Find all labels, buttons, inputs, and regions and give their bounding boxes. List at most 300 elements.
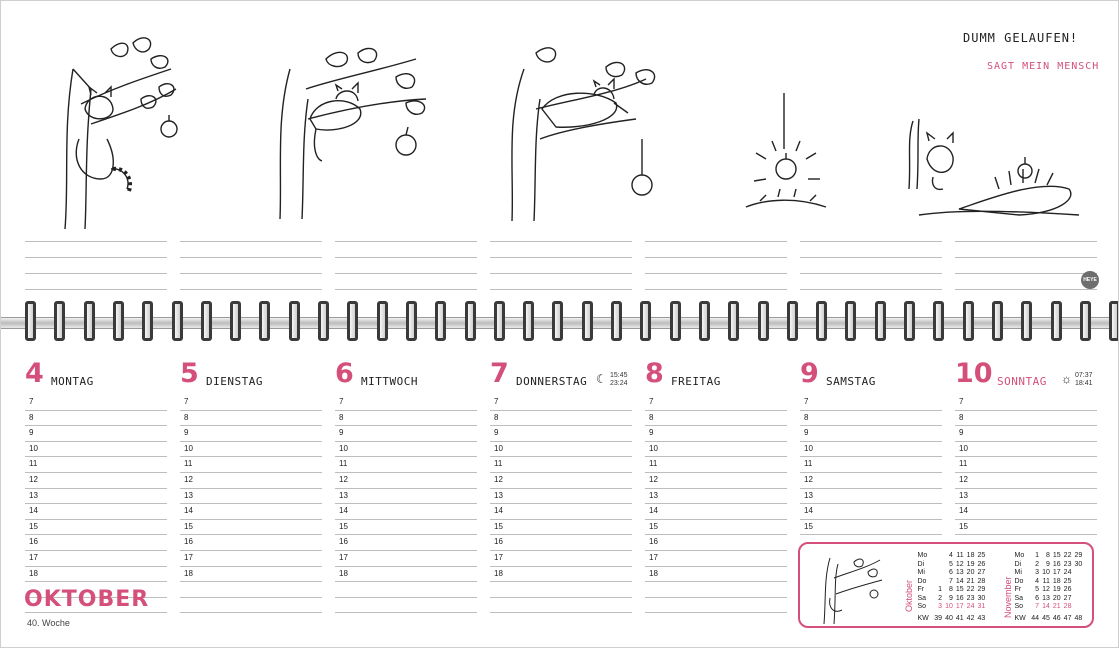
hour-row[interactable] xyxy=(955,504,1097,520)
hour-row[interactable] xyxy=(645,582,787,598)
date-cell: 7 xyxy=(948,577,953,585)
mini-calendar-row xyxy=(1013,561,1084,570)
hour-row[interactable] xyxy=(25,535,167,551)
hour-label: 10 xyxy=(494,443,503,453)
binding-ring xyxy=(230,301,241,341)
date-cell: 14 xyxy=(955,577,964,585)
hour-row[interactable] xyxy=(955,473,1097,489)
hour-row[interactable] xyxy=(645,567,787,583)
hour-label: 12 xyxy=(959,475,968,484)
date-cell: 8 xyxy=(948,586,953,593)
weekday-label: Di xyxy=(1014,560,1022,568)
binding-ring xyxy=(845,301,856,341)
date-cell: 3 xyxy=(938,603,943,610)
hour-label: 16 xyxy=(184,537,193,547)
note-line xyxy=(180,289,322,290)
binding-ring xyxy=(259,301,270,341)
cat-in-tree-illustration-3 xyxy=(496,29,676,229)
hour-row[interactable] xyxy=(800,411,942,427)
hour-row[interactable] xyxy=(25,489,167,505)
note-line xyxy=(955,273,1097,274)
date-cell: 16 xyxy=(955,594,964,602)
note-line xyxy=(955,241,1097,242)
hour-row[interactable] xyxy=(335,489,477,505)
binding-ring xyxy=(640,301,651,341)
hour-row[interactable] xyxy=(180,504,322,520)
note-line xyxy=(180,241,322,242)
hour-label: 14 xyxy=(649,506,658,516)
weekday-label: Sa xyxy=(1014,594,1024,602)
note-line xyxy=(335,241,477,242)
hour-row[interactable] xyxy=(955,411,1097,427)
cat-in-tree-illustration-2 xyxy=(266,29,436,229)
note-line xyxy=(955,289,1097,290)
binding-ring xyxy=(1109,301,1119,341)
hour-row[interactable] xyxy=(490,504,632,520)
hour-label: 9 xyxy=(29,428,34,438)
hour-row[interactable] xyxy=(645,442,787,458)
hour-row[interactable] xyxy=(490,457,632,473)
hour-row[interactable] xyxy=(490,411,632,427)
hour-row[interactable] xyxy=(180,535,322,551)
note-line xyxy=(25,241,167,242)
day-name: DONNERSTAG xyxy=(516,375,588,388)
weekday-label: Di xyxy=(917,560,925,568)
note-line xyxy=(335,257,477,258)
caption-sub: SAGT MEIN MENSCH xyxy=(987,61,1100,72)
hour-row[interactable] xyxy=(955,520,1097,536)
hour-label: 11 xyxy=(339,459,348,469)
hour-row[interactable] xyxy=(800,442,942,458)
date-cell: 5 xyxy=(1035,586,1040,593)
hour-row[interactable] xyxy=(645,489,787,505)
week-label: 40. Woche xyxy=(27,618,70,628)
day-number: 10 xyxy=(955,358,993,389)
hour-row[interactable] xyxy=(335,442,477,458)
hour-row[interactable] xyxy=(25,520,167,536)
hour-label: 12 xyxy=(29,475,38,484)
hour-label: 11 xyxy=(29,459,38,469)
note-line xyxy=(335,289,477,290)
date-cell: 1 xyxy=(1035,552,1040,559)
time-value: 23:24 xyxy=(610,380,628,387)
hour-label: 9 xyxy=(649,428,654,438)
mini-calendar-november xyxy=(1013,552,1084,623)
calendar-week-number: 48 xyxy=(1074,614,1083,622)
hour-row[interactable] xyxy=(335,520,477,536)
hour-row[interactable] xyxy=(335,551,477,567)
date-cell: 11 xyxy=(1042,577,1050,585)
hour-label: 8 xyxy=(339,412,344,422)
mini-calendar-row xyxy=(1013,586,1084,595)
binding-ring xyxy=(963,301,974,341)
hour-label: 8 xyxy=(804,412,809,422)
hour-label: 15 xyxy=(959,521,968,531)
hour-row[interactable] xyxy=(490,551,632,567)
binding-ring xyxy=(435,301,446,341)
hour-label: 14 xyxy=(184,506,193,516)
date-cell: 8 xyxy=(1045,552,1050,559)
date-cell: 2 xyxy=(1035,560,1040,568)
binding-ring xyxy=(787,301,798,341)
hour-row[interactable] xyxy=(180,442,322,458)
hour-label: 18 xyxy=(29,568,38,578)
day-header xyxy=(645,359,787,389)
note-line xyxy=(25,289,167,290)
note-line xyxy=(490,257,632,258)
hour-row[interactable] xyxy=(490,520,632,536)
hour-row[interactable] xyxy=(645,520,787,536)
binding-ring xyxy=(1051,301,1062,341)
mini-calendar-row xyxy=(1013,552,1084,561)
binding-ring xyxy=(201,301,212,341)
hour-label: 7 xyxy=(804,397,809,406)
hour-row[interactable] xyxy=(955,442,1097,458)
date-cell: 14 xyxy=(1042,603,1050,610)
hour-label: 10 xyxy=(959,443,968,453)
date-cell: 25 xyxy=(977,552,986,559)
note-line xyxy=(955,257,1097,258)
date-cell: 6 xyxy=(948,569,953,576)
note-line xyxy=(490,273,632,274)
hour-label: 7 xyxy=(339,397,344,406)
mini-calendar-row xyxy=(916,561,987,570)
hour-row[interactable] xyxy=(800,395,942,411)
hour-label: 15 xyxy=(339,521,348,531)
mini-calendar-row xyxy=(1013,569,1084,578)
day-name: FREITAG xyxy=(671,375,721,388)
hour-label: 12 xyxy=(184,475,193,484)
day-header xyxy=(25,359,167,389)
hour-row[interactable] xyxy=(800,457,942,473)
weekday-label: Do xyxy=(1014,577,1024,585)
weekday-label: Do xyxy=(917,577,927,585)
hour-row[interactable] xyxy=(955,426,1097,442)
mini-calendar-october xyxy=(916,552,987,623)
note-line xyxy=(490,289,632,290)
date-cell: 26 xyxy=(1063,586,1072,593)
hour-row[interactable] xyxy=(180,582,322,598)
hour-label: 10 xyxy=(649,443,658,453)
hour-row[interactable] xyxy=(645,504,787,520)
hour-row[interactable] xyxy=(25,473,167,489)
date-cell: 2 xyxy=(938,594,943,602)
date-cell: 19 xyxy=(966,560,975,568)
hour-label: 13 xyxy=(29,490,38,500)
mini-calendar-row xyxy=(916,595,987,604)
hour-label: 14 xyxy=(29,506,38,516)
empty-cell xyxy=(1073,595,1084,604)
note-line xyxy=(25,257,167,258)
hour-label: 11 xyxy=(494,459,503,469)
calendar-week-row xyxy=(916,612,987,624)
empty-cell xyxy=(933,578,944,587)
hour-label: 13 xyxy=(339,490,348,500)
hour-row[interactable] xyxy=(645,411,787,427)
hour-row[interactable] xyxy=(490,598,632,614)
binding-ring xyxy=(875,301,886,341)
mini-calendar-row xyxy=(1013,595,1084,604)
hour-label: 16 xyxy=(649,537,658,547)
mini-calendar xyxy=(798,542,1094,628)
hour-label: 14 xyxy=(494,506,503,516)
hour-row[interactable] xyxy=(335,582,477,598)
hour-label: 10 xyxy=(804,443,813,453)
day-name: DIENSTAG xyxy=(206,375,263,388)
date-cell: 1 xyxy=(938,586,943,593)
binding-ring xyxy=(465,301,476,341)
date-cell: 30 xyxy=(1074,560,1083,568)
date-cell: 17 xyxy=(955,603,964,610)
hour-label: 7 xyxy=(29,397,34,406)
hour-row[interactable] xyxy=(490,426,632,442)
hour-label: 17 xyxy=(649,553,658,562)
hour-row[interactable] xyxy=(645,535,787,551)
hour-row[interactable] xyxy=(335,457,477,473)
binding-ring xyxy=(904,301,915,341)
hour-row[interactable] xyxy=(335,504,477,520)
date-cell: 29 xyxy=(977,586,986,593)
hour-row[interactable] xyxy=(25,426,167,442)
hour-row[interactable] xyxy=(335,535,477,551)
date-cell: 20 xyxy=(966,569,975,576)
hour-label: 15 xyxy=(804,521,813,531)
weekday-label: So xyxy=(1014,603,1024,610)
hour-row[interactable] xyxy=(335,411,477,427)
binding-ring xyxy=(1080,301,1091,341)
binding-ring xyxy=(289,301,300,341)
hour-label: 11 xyxy=(804,459,813,469)
binding-ring xyxy=(611,301,622,341)
empty-cell xyxy=(1073,586,1084,595)
binding-ring xyxy=(172,301,183,341)
hour-label: 18 xyxy=(339,568,348,578)
binding-ring xyxy=(1021,301,1032,341)
hour-row[interactable] xyxy=(800,426,942,442)
hour-label: 13 xyxy=(804,490,813,500)
hour-row[interactable] xyxy=(490,442,632,458)
hour-row[interactable] xyxy=(955,489,1097,505)
hour-row[interactable] xyxy=(490,395,632,411)
hour-row[interactable] xyxy=(25,411,167,427)
hour-row[interactable] xyxy=(25,504,167,520)
binding-ring xyxy=(523,301,534,341)
date-cell: 13 xyxy=(955,569,964,576)
note-line xyxy=(335,273,477,274)
hour-label: 10 xyxy=(339,443,348,453)
hour-row[interactable] xyxy=(490,567,632,583)
hour-row[interactable] xyxy=(645,473,787,489)
hour-row[interactable] xyxy=(955,395,1097,411)
date-cell: 15 xyxy=(1052,552,1061,559)
hour-label: 12 xyxy=(804,475,813,484)
hour-row[interactable] xyxy=(955,457,1097,473)
note-line xyxy=(180,257,322,258)
hour-row[interactable] xyxy=(25,395,167,411)
hour-row[interactable] xyxy=(335,426,477,442)
hour-label: 7 xyxy=(649,397,654,406)
hour-row[interactable] xyxy=(25,551,167,567)
binding-ring xyxy=(142,301,153,341)
date-cell: 30 xyxy=(977,594,986,602)
mini-calendar-row xyxy=(1013,578,1084,587)
calendar-week-number: 39 xyxy=(934,614,943,622)
date-cell: 4 xyxy=(1035,577,1040,585)
date-cell: 29 xyxy=(1074,552,1083,559)
hour-label: 9 xyxy=(494,428,499,438)
note-line xyxy=(490,241,632,242)
hour-row[interactable] xyxy=(335,395,477,411)
hour-row[interactable] xyxy=(645,551,787,567)
hour-label: 18 xyxy=(494,568,503,578)
hour-label: 14 xyxy=(959,506,968,516)
hour-row[interactable] xyxy=(180,489,322,505)
hour-row[interactable] xyxy=(180,395,322,411)
hour-row[interactable] xyxy=(490,582,632,598)
date-cell: 28 xyxy=(1063,603,1072,610)
binding-ring xyxy=(992,301,1003,341)
binding-ring xyxy=(84,301,95,341)
binding-ring xyxy=(377,301,388,341)
hour-row[interactable] xyxy=(180,473,322,489)
empty-cell xyxy=(933,552,944,561)
falling-apple-illustration xyxy=(736,29,836,229)
hour-row[interactable] xyxy=(490,489,632,505)
date-cell: 17 xyxy=(1052,569,1061,576)
hour-label: 16 xyxy=(494,537,503,547)
date-cell: 3 xyxy=(1035,569,1040,576)
hour-label: 9 xyxy=(804,428,809,438)
note-line xyxy=(645,241,787,242)
weekday-label: Mo xyxy=(1014,552,1025,559)
hour-label: 10 xyxy=(184,443,193,453)
date-cell: 12 xyxy=(955,560,964,568)
time-value: 15:45 xyxy=(610,372,628,379)
note-line xyxy=(645,273,787,274)
calendar-week-number: 42 xyxy=(966,614,975,622)
hour-label: 9 xyxy=(959,428,964,438)
day-header xyxy=(800,359,942,389)
moon-phase-icon: ☾ xyxy=(596,372,607,386)
hour-label: 15 xyxy=(494,521,503,531)
hour-label: 12 xyxy=(494,475,503,484)
date-cell: 9 xyxy=(1045,560,1050,568)
date-cell: 18 xyxy=(1052,577,1061,585)
hour-label: 17 xyxy=(184,553,193,562)
hour-row[interactable] xyxy=(180,426,322,442)
binding-ring xyxy=(113,301,124,341)
binding-ring xyxy=(347,301,358,341)
hour-row[interactable] xyxy=(25,457,167,473)
empty-cell xyxy=(933,569,944,578)
mini-calendar-row xyxy=(1013,603,1084,612)
hour-row[interactable] xyxy=(800,489,942,505)
empty-cell xyxy=(1073,578,1084,587)
day-header xyxy=(335,359,477,389)
hour-label: 14 xyxy=(339,506,348,516)
hour-row[interactable] xyxy=(180,551,322,567)
hour-row[interactable] xyxy=(645,457,787,473)
hour-row[interactable] xyxy=(490,535,632,551)
date-cell: 18 xyxy=(966,552,975,559)
hour-label: 8 xyxy=(959,412,964,422)
note-line xyxy=(25,273,167,274)
hour-row[interactable] xyxy=(180,457,322,473)
calendar-week-row xyxy=(1013,612,1084,624)
hour-row[interactable] xyxy=(180,598,322,614)
hour-label: 17 xyxy=(339,553,348,562)
hour-row[interactable] xyxy=(800,504,942,520)
note-line xyxy=(645,289,787,290)
hour-row[interactable] xyxy=(645,426,787,442)
weekday-label: Mi xyxy=(1014,569,1022,576)
hour-row[interactable] xyxy=(335,598,477,614)
mini-calendar-row xyxy=(916,578,987,587)
hour-row[interactable] xyxy=(800,520,942,536)
binding-ring xyxy=(318,301,329,341)
hour-row[interactable] xyxy=(180,411,322,427)
calendar-week-number: 46 xyxy=(1052,614,1061,622)
day-name: MONTAG xyxy=(51,375,94,388)
hour-row[interactable] xyxy=(335,473,477,489)
hour-label: 12 xyxy=(649,475,658,484)
binding-ring xyxy=(816,301,827,341)
hour-row[interactable] xyxy=(25,442,167,458)
calendar-week-number: 45 xyxy=(1042,614,1050,622)
hour-row[interactable] xyxy=(645,598,787,614)
hour-label: 12 xyxy=(339,475,348,484)
weekday-label: Sa xyxy=(917,594,927,602)
day-name: SONNTAG xyxy=(997,375,1047,388)
date-cell: 12 xyxy=(1042,586,1050,593)
binding-ring xyxy=(728,301,739,341)
publisher-badge: HEYE xyxy=(1081,271,1099,289)
empty-cell xyxy=(1073,569,1084,578)
kw-label: KW xyxy=(1014,614,1026,622)
hour-label: 11 xyxy=(959,459,968,469)
mini-calendar-cat-illustration xyxy=(814,548,884,624)
date-cell: 24 xyxy=(1063,569,1072,576)
date-cell: 21 xyxy=(1052,603,1061,610)
hour-row[interactable] xyxy=(180,520,322,536)
day-number: 9 xyxy=(800,358,819,389)
sun-icon: ☼ xyxy=(1061,372,1072,386)
weekday-label: Fr xyxy=(917,586,925,593)
moon-times xyxy=(610,372,628,388)
calendar-week-number: 40 xyxy=(945,614,953,622)
day-number: 4 xyxy=(25,358,44,389)
note-line xyxy=(800,257,942,258)
calendar-week-number: 43 xyxy=(977,614,986,622)
hour-row[interactable] xyxy=(25,567,167,583)
sun-times xyxy=(1075,372,1093,388)
day-number: 8 xyxy=(645,358,664,389)
hour-row[interactable] xyxy=(645,395,787,411)
hour-row[interactable] xyxy=(800,473,942,489)
hour-row[interactable] xyxy=(180,567,322,583)
day-header xyxy=(180,359,322,389)
hour-row[interactable] xyxy=(335,567,477,583)
date-cell: 23 xyxy=(1063,560,1072,568)
date-cell: 10 xyxy=(1042,569,1050,576)
empty-cell xyxy=(933,561,944,570)
month-title: OKTOBER xyxy=(24,587,150,612)
binding-ring xyxy=(494,301,505,341)
note-line xyxy=(180,273,322,274)
calendar-week-number: 44 xyxy=(1031,614,1040,622)
hour-row[interactable] xyxy=(490,473,632,489)
day-number: 7 xyxy=(490,358,509,389)
